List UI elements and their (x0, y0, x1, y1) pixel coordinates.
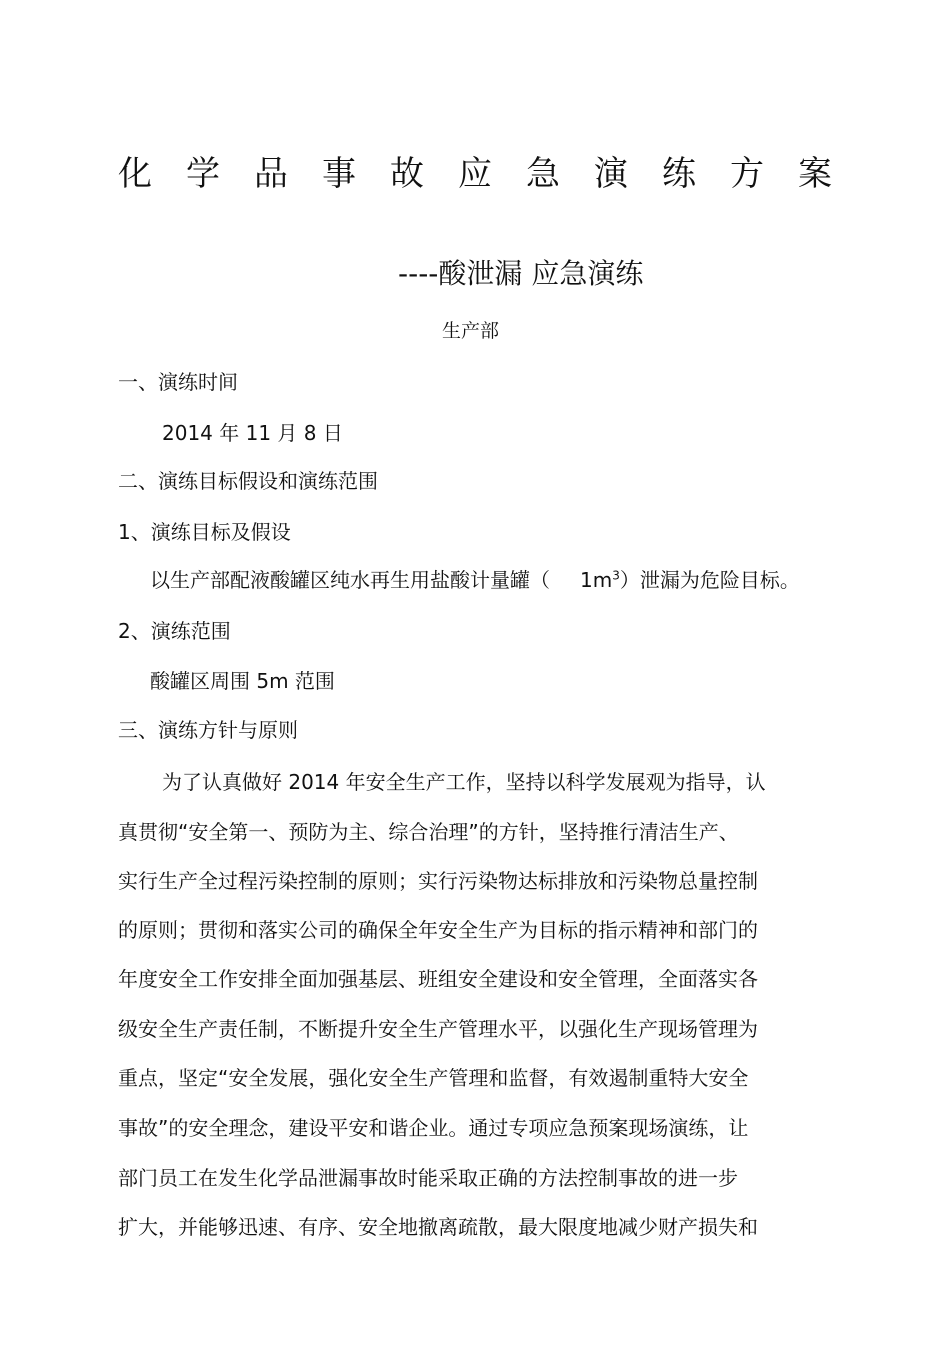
target-text-part-c: ）泄漏为危险目标。 (619, 568, 800, 592)
paragraph-line: 实行生产全过程污染控制的原则；实行污染物达标排放和污染物总量控制 (118, 869, 758, 893)
paragraph-line: 的原则；贯彻和落实公司的确保全年安全生产为目标的指示精神和部门的 (118, 918, 758, 942)
paragraph-line: 扩大，并能够迅速、有序、安全地撤离疏散，最大限度地减少财产损失和 (118, 1215, 758, 1239)
drill-date: 2014 年 11 月 8 日 (162, 421, 343, 445)
paragraph-line: 重点，坚定“安全发展，强化安全生产管理和监督，有效遏制重特大安全 (118, 1066, 749, 1090)
section-heading-1: 一、演练时间 (118, 370, 238, 394)
title-char: 学 (186, 154, 220, 194)
document-title (118, 152, 832, 196)
target-volume: 1m (580, 568, 613, 592)
title-char: 品 (254, 154, 288, 194)
department-label: 生产部 (442, 320, 500, 342)
subsection-text-2-2: 酸罐区周围 5m 范围 (150, 669, 335, 693)
subsection-heading-2-2: 2、演练范围 (118, 619, 231, 643)
title-char: 故 (390, 154, 424, 194)
title-char: 练 (662, 154, 696, 194)
paragraph-line: 年度安全工作安排全面加强基层、班组安全建设和安全管理，全面落实各 (118, 967, 758, 991)
section-heading-2: 二、演练目标假设和演练范围 (118, 469, 378, 493)
subsection-heading-2-1: 1、演练目标及假设 (118, 520, 291, 544)
document-subtitle: ----酸泄漏 应急演练 (398, 257, 644, 290)
volume-superscript: 3 (612, 568, 620, 583)
paragraph-line: 部门员工在发生化学品泄漏事故时能采取正确的方法控制事故的进一步 (118, 1166, 738, 1190)
title-char: 事 (322, 154, 356, 194)
target-text-part-a: 以生产部配液酸罐区纯水再生用盐酸计量罐（ (150, 568, 550, 592)
title-char: 急 (526, 154, 560, 194)
paragraph-line: 事故”的安全理念，建设平安和谐企业。通过专项应急预案现场演练，让 (118, 1116, 749, 1140)
title-char: 应 (458, 154, 492, 194)
title-char: 方 (730, 154, 764, 194)
paragraph-line: 真贯彻“安全第一、预防为主、综合治理”的方针，坚持推行清洁生产、 (118, 820, 739, 844)
title-char: 化 (118, 154, 152, 194)
paragraph-line: 级安全生产责任制，不断提升安全生产管理水平，以强化生产现场管理为 (118, 1017, 758, 1041)
subsection-text-2-1 (150, 568, 800, 592)
paragraph-line: 为了认真做好 2014 年安全生产工作，坚持以科学发展观为指导，认 (162, 770, 766, 794)
section-heading-3: 三、演练方针与原则 (118, 718, 298, 742)
title-char: 案 (798, 154, 832, 194)
title-char: 演 (594, 154, 628, 194)
